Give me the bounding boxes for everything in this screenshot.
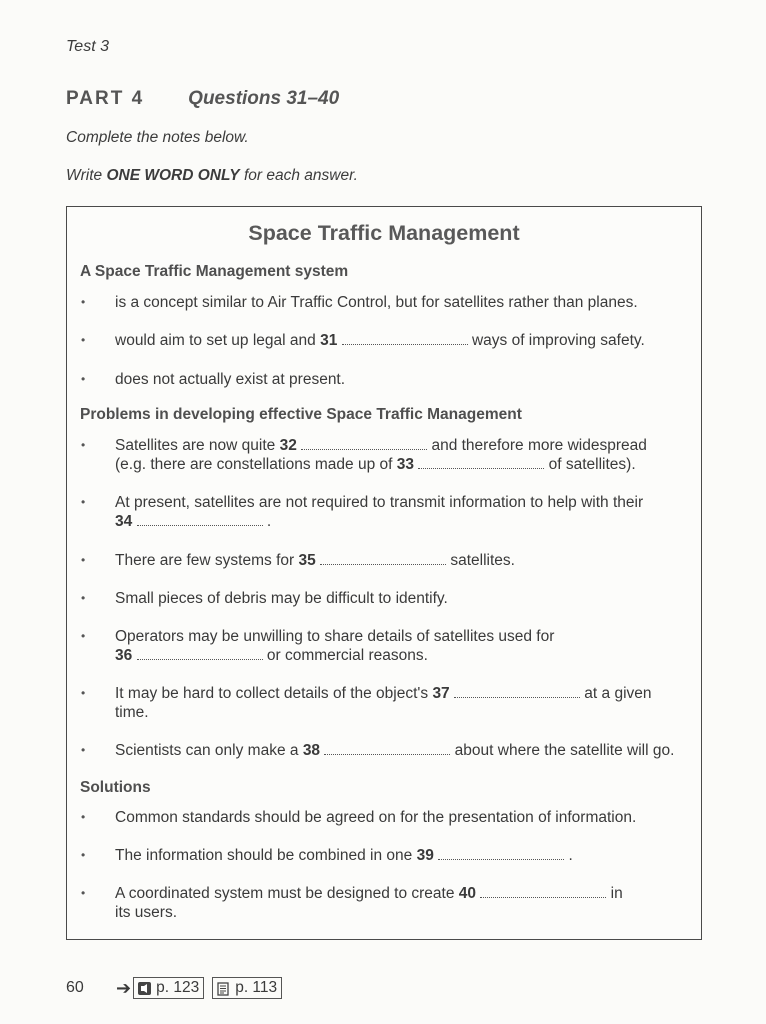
answer-blank-33[interactable] bbox=[418, 462, 544, 469]
bullet-icon: • bbox=[81, 295, 86, 309]
question-number: 32 bbox=[279, 437, 297, 454]
answer-blank-31[interactable] bbox=[342, 338, 468, 345]
transcript-reference-label: p. 113 bbox=[235, 979, 278, 996]
transcript-icon bbox=[217, 982, 229, 995]
notes-box bbox=[66, 206, 702, 940]
bullet-icon: • bbox=[81, 743, 86, 757]
question-number: 33 bbox=[396, 456, 414, 473]
part-heading bbox=[66, 88, 339, 110]
item-text: would aim to set up legal and bbox=[115, 332, 321, 349]
item-text: its users. bbox=[115, 904, 178, 921]
transcript-reference-link[interactable] bbox=[212, 977, 282, 999]
audio-reference-link[interactable] bbox=[133, 977, 204, 999]
item-text: Satellites are now quite bbox=[115, 437, 280, 454]
bullet-icon: • bbox=[81, 686, 86, 700]
item-text: Common standards should be agreed on for the presentation of information. bbox=[115, 809, 637, 826]
answer-blank-32[interactable] bbox=[301, 443, 427, 450]
item-text: satellites. bbox=[446, 552, 515, 569]
instruction-write-bold: ONE WORD ONLY bbox=[106, 167, 240, 184]
item-text: There are few systems for bbox=[115, 552, 299, 569]
bullet-icon: • bbox=[81, 495, 86, 509]
page-number: 60 bbox=[66, 979, 84, 996]
question-number: 31 bbox=[320, 332, 338, 349]
answer-blank-40[interactable] bbox=[480, 891, 606, 898]
part-label: PART 4 bbox=[66, 88, 145, 109]
bullet-icon: • bbox=[81, 372, 86, 386]
bullet-icon: • bbox=[81, 629, 86, 643]
item-text: time. bbox=[115, 704, 149, 721]
page-footer bbox=[66, 977, 290, 999]
question-number: 38 bbox=[302, 742, 321, 759]
question-number: 36 bbox=[115, 647, 133, 664]
item-text: Small pieces of debris may be difficult to identify. bbox=[115, 590, 448, 607]
item-text: does not actually exist at present. bbox=[115, 371, 346, 388]
instruction-write-post: for each answer. bbox=[239, 167, 358, 184]
answer-blank-39[interactable] bbox=[438, 853, 564, 860]
bullet-icon: • bbox=[81, 438, 86, 452]
item-text: At present, satellites are not required to transmit information to help with their bbox=[115, 494, 644, 511]
question-number: 35 bbox=[298, 552, 316, 569]
item-text: at a given bbox=[580, 685, 652, 702]
item-text: is a concept similar to Air Traffic Control, but for satellites rather than planes. bbox=[115, 294, 638, 311]
questions-label: Questions 31–40 bbox=[188, 88, 340, 109]
item-text: in bbox=[606, 885, 623, 902]
item-text: about where the satellite will go. bbox=[450, 742, 675, 759]
bullet-icon: • bbox=[81, 553, 86, 567]
item-text: A coordinated system must be designed to create bbox=[115, 885, 459, 902]
item-text: It may be hard to collect details of the object's bbox=[115, 685, 433, 702]
item-text: (e.g. there are constellations made up of bbox=[115, 456, 397, 473]
item-text: The information should be combined in one bbox=[115, 847, 417, 864]
item-text: Scientists can only make a bbox=[115, 742, 303, 759]
answer-blank-38[interactable] bbox=[324, 748, 450, 755]
audio-reference-label: p. 123 bbox=[156, 979, 200, 996]
item-text: . bbox=[262, 513, 272, 530]
instruction-write-pre: Write bbox=[66, 167, 107, 184]
bullet-icon: • bbox=[81, 848, 86, 862]
answer-blank-36[interactable] bbox=[137, 653, 263, 660]
bullet-icon: • bbox=[81, 591, 86, 605]
instruction-complete: Complete the notes below. bbox=[66, 129, 249, 146]
question-number: 40 bbox=[458, 885, 477, 902]
item-text: and therefore more widespread bbox=[427, 437, 647, 454]
answer-blank-34[interactable] bbox=[137, 519, 263, 526]
item-text: ways of improving safety. bbox=[467, 332, 645, 349]
section-heading-solutions: Solutions bbox=[80, 779, 151, 796]
question-number: 39 bbox=[416, 847, 434, 864]
bullet-icon: • bbox=[81, 333, 86, 347]
question-number: 37 bbox=[432, 685, 450, 702]
answer-blank-37[interactable] bbox=[454, 691, 580, 698]
bullet-icon: • bbox=[81, 810, 86, 824]
item-text: or commercial reasons. bbox=[262, 647, 428, 664]
question-number: 34 bbox=[115, 513, 133, 530]
answer-blank-35[interactable] bbox=[320, 558, 446, 565]
item-text: . bbox=[564, 847, 573, 864]
section-heading-problems: Problems in developing effective Space Traffic Management bbox=[80, 406, 522, 423]
item-text: Operators may be unwilling to share details of satellites used for bbox=[115, 628, 555, 645]
notes-title: Space Traffic Management bbox=[248, 221, 520, 245]
audio-icon bbox=[138, 982, 150, 995]
section-heading-system: A Space Traffic Management system bbox=[80, 263, 349, 280]
item-text: of satellites). bbox=[544, 456, 636, 473]
bullet-icon: • bbox=[81, 886, 86, 900]
instruction-write bbox=[66, 167, 358, 185]
test-label: Test 3 bbox=[66, 38, 109, 55]
arrow-right-icon: ➔ bbox=[116, 977, 132, 998]
